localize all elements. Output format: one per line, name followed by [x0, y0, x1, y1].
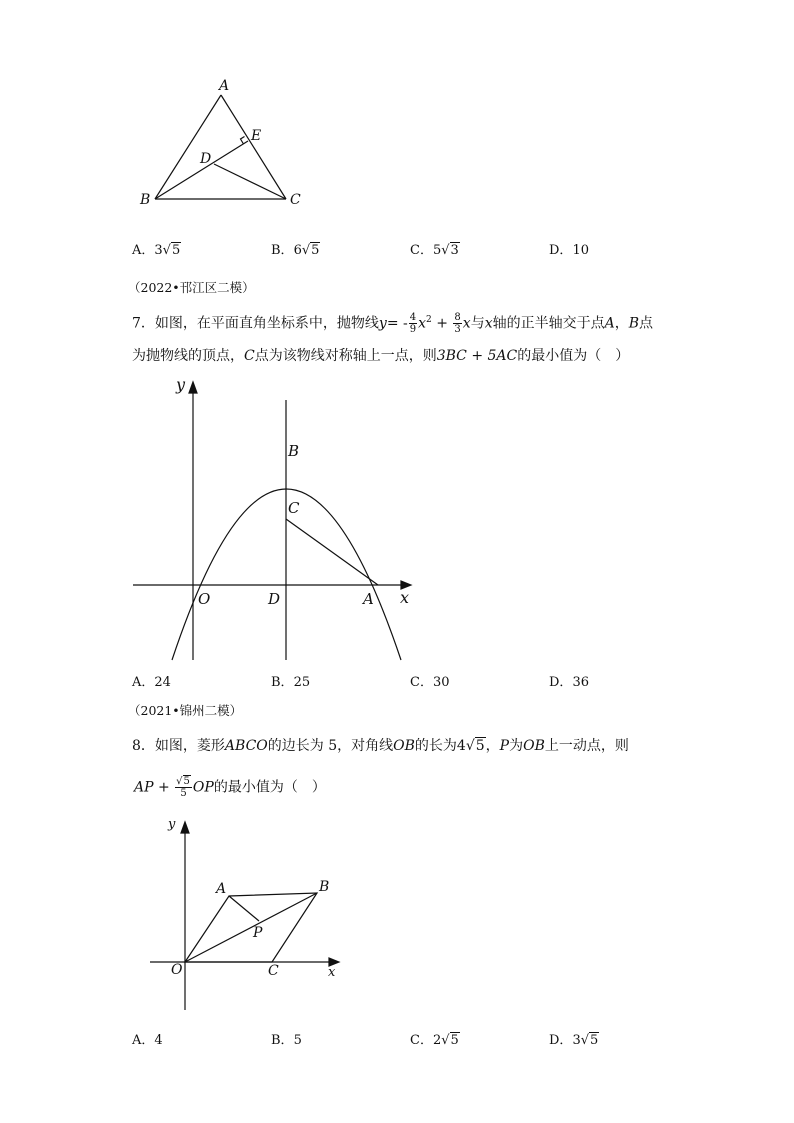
q7-fig-label-x: x [400, 588, 410, 607]
q7-option-b[interactable]: B．25 [271, 675, 311, 690]
q8-fig-label-y: y [168, 817, 176, 832]
q7-option-c[interactable]: C．30 [410, 675, 450, 690]
q7-stem-line2: 为抛物线的顶点，C点为该物线对称轴上一点，则3BC + 5AC的最小值为（ ） [132, 348, 630, 364]
q7-option-d[interactable]: D．36 [549, 675, 589, 690]
triangle-figure [120, 70, 320, 220]
q7-source: （2022•邗江区二模） [128, 280, 255, 295]
q8-fig-label-c: C [268, 963, 279, 979]
q8-fig-label-p: P [253, 925, 263, 941]
fig1-label-b: B [140, 192, 151, 208]
sqrt-sign-icon: √ [580, 1033, 590, 1048]
q7-fig-label-d: D [268, 590, 281, 608]
q7-stem-line1: 7．如图，在平面直角坐标系中，抛物线y= - $\frac{4}{9}$ $x^2$ + $\frac{8}{3}$ x与x轴的正半轴交于点A，B点 [132, 312, 654, 336]
q6-option-a[interactable]: A．3√5 [132, 243, 181, 258]
q8-fig-label-b: B [319, 879, 330, 895]
q7-fig-label-o: O [198, 590, 211, 608]
q6-option-c[interactable]: C．5√3 [410, 243, 459, 258]
q8-rhombus-figure [140, 810, 360, 1020]
q7-parabola-figure [125, 370, 425, 665]
q8-stem-line2: AP + $\frac{√5}{5}$ OP的最小值为（ ） [134, 776, 326, 799]
sqrt-sign-icon: √ [465, 738, 475, 754]
q7-fig-label-b: B [288, 442, 300, 460]
fig1-label-a: A [219, 78, 230, 94]
sqrt-sign-icon: √ [176, 776, 183, 787]
sqrt-sign-icon: √ [441, 1033, 450, 1048]
fig1-label-d: D [200, 151, 212, 167]
sqrt-sign-icon: √ [301, 243, 311, 258]
q7-fig-label-y: y [176, 375, 186, 394]
q8-fig-label-a: A [216, 881, 227, 897]
q8-option-d[interactable]: D．3√5 [549, 1033, 599, 1048]
q7-fig-label-c: C [288, 499, 300, 517]
q6-option-b[interactable]: B．6√5 [271, 243, 320, 258]
sqrt-sign-icon: √ [441, 243, 450, 258]
q7-option-a[interactable]: A．24 [132, 675, 171, 690]
q8-option-c[interactable]: C．2√5 [410, 1033, 459, 1048]
q8-option-a[interactable]: A．4 [132, 1033, 163, 1048]
q7-fig-label-a: A [363, 590, 374, 608]
q8-source: （2021•锦州二模） [128, 703, 243, 718]
q6-option-d[interactable]: D．10 [549, 243, 589, 258]
fig1-label-e: E [251, 128, 262, 144]
q8-stem-line1: 8．如图，菱形ABCO的边长为 5，对角线OB的长为4√5，P为OB上一动点，则 [132, 738, 629, 754]
fig1-label-c: C [290, 192, 301, 208]
q8-option-b[interactable]: B．5 [271, 1033, 302, 1048]
q8-fig-label-x: x [328, 965, 336, 980]
q8-fig-label-o: O [171, 962, 183, 978]
sqrt-sign-icon: √ [162, 243, 171, 258]
